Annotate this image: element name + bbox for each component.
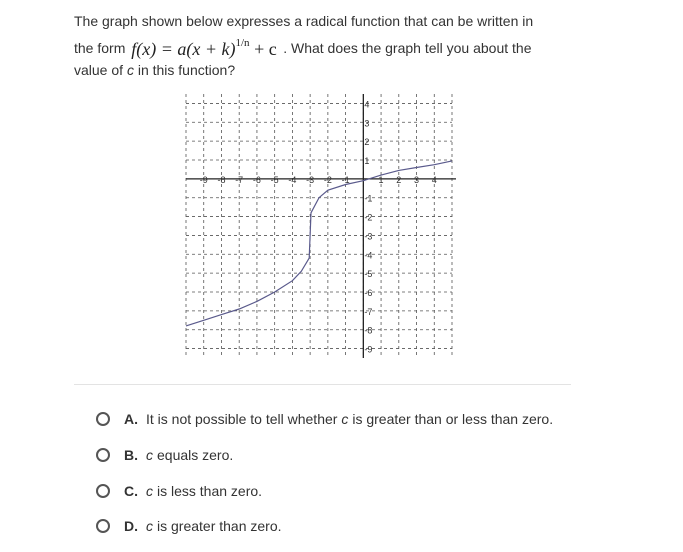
choice-a-text-post: is greater than or less than zero. (352, 411, 554, 427)
y-tick-label: 1 (364, 156, 370, 166)
choice-a[interactable] (96, 408, 553, 430)
question-prefix: the form (74, 40, 126, 56)
x-tick-label: -6 (252, 174, 261, 185)
y-tick-label: -9 (364, 344, 373, 355)
formula-tail: + c (254, 39, 277, 59)
y-tick-label: -1 (364, 193, 373, 204)
question-text (74, 10, 574, 81)
choice-letter: B. (124, 447, 138, 463)
choice-a-variable: c (341, 411, 349, 427)
choice-text (146, 411, 553, 427)
x-tick-label: 3 (414, 174, 420, 185)
question-c-variable: c (126, 62, 134, 78)
divider (74, 384, 571, 385)
choice-b[interactable] (96, 444, 233, 466)
question-line3-pre: value of (74, 62, 124, 78)
x-tick-label: -4 (288, 174, 297, 185)
choice-b-variable: c (146, 447, 153, 463)
x-tick-label: 4 (431, 174, 437, 185)
choice-letter: A. (124, 411, 138, 427)
choice-text (146, 483, 262, 499)
y-tick-label: -3 (364, 231, 373, 242)
choice-c-text: is less than zero. (157, 483, 263, 499)
x-tick-label: -1 (341, 174, 350, 185)
question-line3-post: in this function? (137, 62, 236, 78)
x-tick-label: -7 (235, 174, 244, 185)
radical-formula (129, 39, 283, 59)
radio-button[interactable] (96, 412, 110, 426)
choice-text (146, 518, 282, 534)
radio-button[interactable] (96, 519, 110, 533)
x-tick-label: -8 (217, 174, 226, 185)
radio-button[interactable] (96, 448, 110, 462)
y-tick-label: 4 (364, 99, 370, 110)
question-suffix: . What does the graph tell you about the (283, 40, 532, 56)
choice-d[interactable] (96, 515, 282, 537)
formula-exponent: 1/n (235, 37, 250, 49)
y-tick-label: -2 (364, 212, 373, 223)
x-tick-label: -2 (323, 174, 332, 185)
x-tick-label: 1 (378, 174, 384, 185)
y-tick-label: -8 (364, 325, 373, 336)
grid-lines (186, 94, 452, 358)
choice-b-text: equals zero. (157, 447, 234, 463)
radio-button[interactable] (96, 484, 110, 498)
x-tick-label: -9 (199, 174, 208, 185)
choice-a-text-pre: It is not possible to tell whether (146, 411, 338, 427)
y-tick-label: -5 (364, 269, 373, 280)
choice-letter: D. (124, 518, 138, 534)
choice-d-text: is greater than zero. (157, 518, 282, 534)
formula-body: f(x) = a(x + k) (131, 39, 236, 59)
choice-d-variable: c (146, 518, 153, 534)
y-tick-label: -7 (364, 306, 373, 317)
x-tick-label: 2 (396, 174, 402, 185)
tick-labels (200, 99, 437, 354)
x-tick-label: -3 (306, 174, 315, 185)
y-tick-label: 2 (364, 137, 370, 148)
axes (186, 94, 456, 358)
choice-text (146, 447, 233, 463)
function-graph (184, 92, 459, 362)
function-curve (186, 161, 452, 326)
question-line-3 (74, 59, 574, 81)
x-tick-label: -5 (270, 174, 279, 185)
choice-c-variable: c (146, 483, 153, 499)
y-tick-label: -6 (364, 288, 373, 298)
y-tick-label: -4 (364, 250, 373, 261)
choice-c[interactable] (96, 480, 262, 502)
y-tick-label: 3 (364, 118, 370, 129)
question-line-2 (74, 32, 574, 59)
question-line-1: The graph shown below expresses a radical function that can be written in (74, 13, 534, 29)
choice-letter: C. (124, 483, 138, 499)
